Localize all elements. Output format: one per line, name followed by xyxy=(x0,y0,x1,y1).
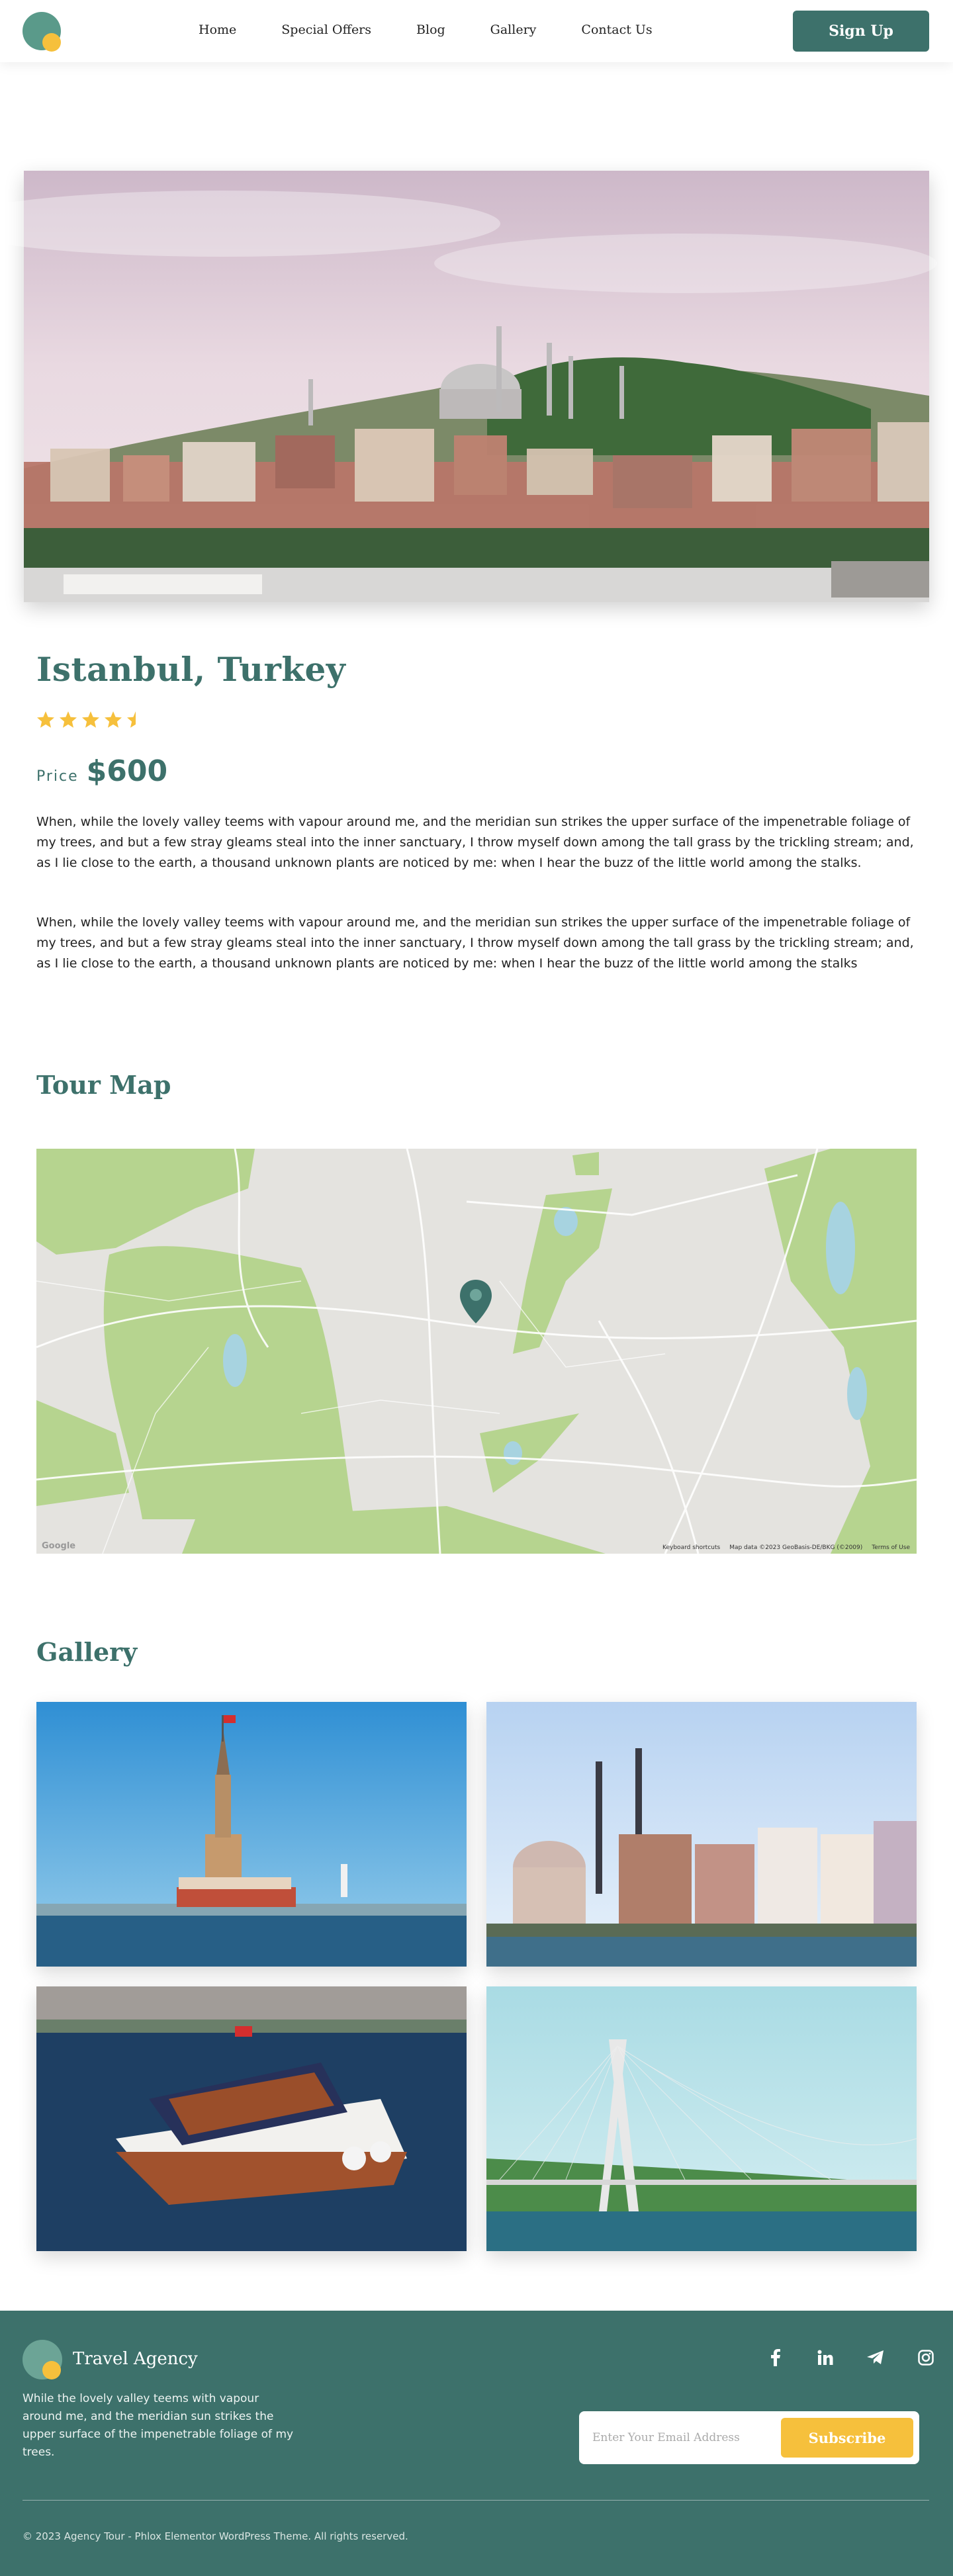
star-icon xyxy=(36,711,55,729)
facebook-icon[interactable] xyxy=(765,2348,785,2368)
logo[interactable] xyxy=(23,12,64,53)
hero-image-istanbul xyxy=(24,171,929,602)
instagram-icon[interactable] xyxy=(916,2348,936,2368)
map-data-text: Map data ©2023 GeoBasis-DE/BKG (©2009) xyxy=(729,1544,863,1551)
footer-logo-circle-small xyxy=(42,2361,61,2379)
tour-title: Istanbul, Turkey xyxy=(36,650,346,689)
nav-contact-us[interactable]: Contact Us xyxy=(581,22,653,37)
price-label: Price xyxy=(36,768,79,785)
nav-blog[interactable]: Blog xyxy=(416,22,445,37)
tour-description-1: When, while the lovely valley teems with vapour around me, and the meridian sun strikes the upper surface of the impenetrable foliage of my trees, and but a few stray gleams steal into the inner sanctuary, I throw myself down among the tall grass by the trickling stream; and, as I lie close to the earth, a thousand unknown plants are noticed by me: when I hear the buzz of the little world among the stalks. xyxy=(36,815,914,870)
location-pin-icon[interactable] xyxy=(460,1280,492,1326)
gallery-image-bridge[interactable] xyxy=(486,1986,917,2251)
nav-home[interactable]: Home xyxy=(199,22,237,37)
google-logo: Google xyxy=(42,1541,76,1551)
tour-map[interactable] xyxy=(36,1149,917,1554)
social-links xyxy=(765,2348,936,2368)
subscribe-button[interactable]: Subscribe xyxy=(781,2418,913,2458)
map-footer xyxy=(662,1544,910,1551)
main-nav xyxy=(199,0,698,60)
copyright-text: © 2023 Agency Tour - Phlox Elementor WordPress Theme. All rights reserved. xyxy=(23,2530,408,2542)
newsletter-form xyxy=(579,2411,919,2464)
site-header xyxy=(0,0,953,62)
rating-stars xyxy=(36,711,145,729)
tour-description-2: When, while the lovely valley teems with vapour around me, and the meridian sun strikes the upper surface of the impenetrable foliage of my trees, and but a few stray gleams steal into the inner sanctuary, I throw myself down among the tall grass by the trickling stream; and, as I lie close to the earth, a thousand unknown plants are noticed by me: when I hear the buzz of the little world among the stalks xyxy=(36,915,914,971)
gallery-image-ortakoy-mosque[interactable] xyxy=(486,1702,917,1967)
star-icon xyxy=(104,711,122,729)
star-icon xyxy=(59,711,77,729)
linkedin-icon[interactable] xyxy=(815,2348,835,2368)
telegram-icon[interactable] xyxy=(866,2348,885,2368)
terms-link[interactable]: Terms of Use xyxy=(872,1544,910,1551)
price-value: $600 xyxy=(86,754,168,788)
price-row xyxy=(36,754,167,788)
logo-circle-small xyxy=(42,33,61,52)
footer-divider xyxy=(23,2500,929,2501)
star-icon xyxy=(81,711,100,729)
nav-gallery[interactable]: Gallery xyxy=(490,22,537,37)
tour-map-heading: Tour Map xyxy=(36,1070,171,1100)
gallery-image-maiden-tower[interactable] xyxy=(36,1702,467,1967)
site-footer xyxy=(0,2311,953,2576)
sign-up-button[interactable]: Sign Up xyxy=(793,11,929,52)
email-input[interactable] xyxy=(592,2411,778,2464)
gallery-image-boat[interactable] xyxy=(36,1986,467,2251)
star-icon xyxy=(126,711,145,729)
footer-logo[interactable] xyxy=(23,2340,65,2382)
gallery-heading: Gallery xyxy=(36,1637,138,1667)
footer-description: While the lovely valley teems with vapour around me, and the meridian sun strikes the upper surface of the impenetrable foliage of my trees. xyxy=(23,2392,294,2459)
keyboard-shortcuts-link[interactable]: Keyboard shortcuts xyxy=(662,1544,721,1551)
nav-special-offers[interactable]: Special Offers xyxy=(281,22,372,37)
footer-brand: Travel Agency xyxy=(73,2349,198,2369)
